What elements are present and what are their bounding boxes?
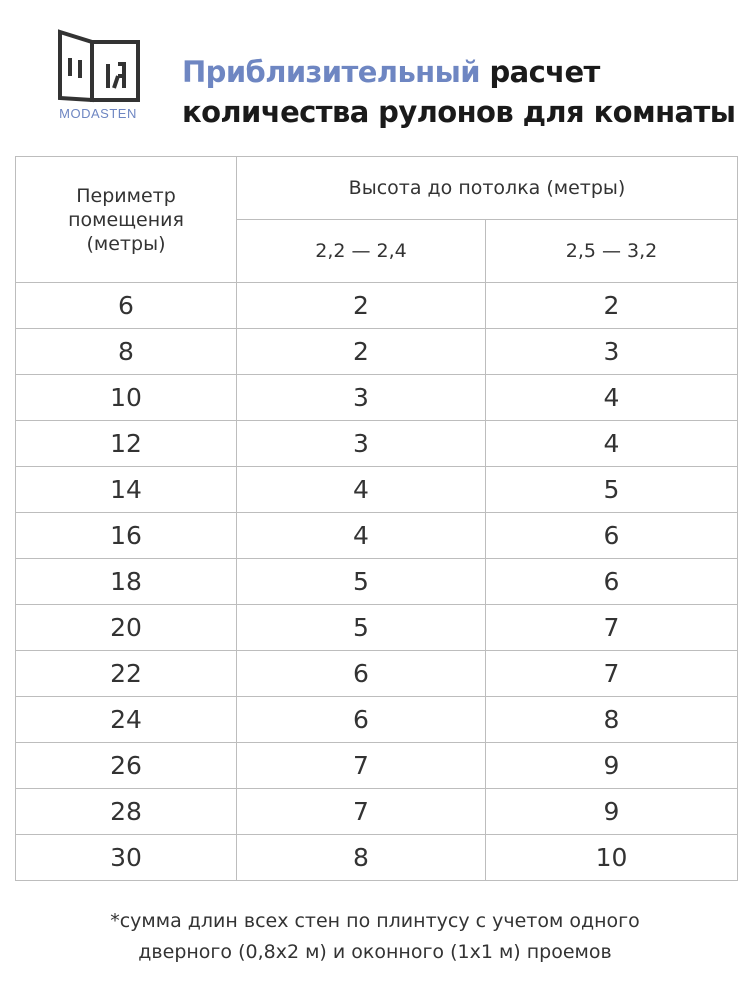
window-door-logo-icon	[52, 28, 144, 104]
perimeter-cell: 22	[16, 651, 237, 697]
rolls-table	[15, 156, 738, 881]
rolls-low-cell: 5	[237, 605, 486, 651]
rolls-low-cell: 2	[237, 329, 486, 375]
rolls-high-cell: 6	[486, 559, 738, 605]
table-row	[16, 375, 738, 421]
table-row	[16, 421, 738, 467]
footnote-line-1: *сумма длин всех стен по плинтусу с учетом одного	[110, 910, 640, 932]
perimeter-cell: 14	[16, 467, 237, 513]
rolls-low-cell: 4	[237, 467, 486, 513]
rolls-high-cell: 4	[486, 421, 738, 467]
footnote	[40, 906, 710, 968]
rolls-low-cell: 2	[237, 283, 486, 329]
perimeter-cell: 6	[16, 283, 237, 329]
rolls-low-cell: 5	[237, 559, 486, 605]
perimeter-cell: 24	[16, 697, 237, 743]
table-row	[16, 697, 738, 743]
title-line-1	[182, 52, 742, 92]
rolls-low-cell: 7	[237, 743, 486, 789]
table-row	[16, 835, 738, 881]
height-range-low: 2,2 — 2,4	[237, 220, 486, 283]
table-row	[16, 789, 738, 835]
table-row	[16, 605, 738, 651]
perimeter-cell: 28	[16, 789, 237, 835]
rolls-low-cell: 7	[237, 789, 486, 835]
rolls-low-cell: 8	[237, 835, 486, 881]
perimeter-cell: 10	[16, 375, 237, 421]
rolls-high-cell: 4	[486, 375, 738, 421]
rolls-high-cell: 6	[486, 513, 738, 559]
rolls-high-cell: 9	[486, 743, 738, 789]
brand-name: MODASTEN	[59, 106, 137, 121]
rolls-high-cell: 10	[486, 835, 738, 881]
rolls-high-cell: 7	[486, 651, 738, 697]
title-rest: расчет	[479, 55, 600, 89]
rolls-high-cell: 7	[486, 605, 738, 651]
perimeter-cell: 30	[16, 835, 237, 881]
perimeter-cell: 26	[16, 743, 237, 789]
brand-logo	[48, 28, 148, 128]
perimeter-cell: 8	[16, 329, 237, 375]
perimeter-cell: 20	[16, 605, 237, 651]
perimeter-header	[16, 157, 237, 283]
title-line-2: количества рулонов для комнаты	[182, 95, 736, 129]
rolls-low-cell: 6	[237, 651, 486, 697]
perimeter-cell: 16	[16, 513, 237, 559]
rolls-high-cell: 5	[486, 467, 738, 513]
table-row	[16, 513, 738, 559]
height-range-high: 2,5 — 3,2	[486, 220, 738, 283]
rolls-low-cell: 3	[237, 421, 486, 467]
rolls-high-cell: 3	[486, 329, 738, 375]
table-row	[16, 283, 738, 329]
table-row	[16, 467, 738, 513]
rolls-low-cell: 6	[237, 697, 486, 743]
table-row	[16, 743, 738, 789]
perimeter-cell: 18	[16, 559, 237, 605]
perimeter-header-label: Периметр помещения (метры)	[68, 184, 184, 255]
table-row	[16, 329, 738, 375]
rolls-high-cell: 2	[486, 283, 738, 329]
perimeter-cell: 12	[16, 421, 237, 467]
page-title	[182, 52, 742, 132]
rolls-low-cell: 4	[237, 513, 486, 559]
title-accent: Приблизительный	[182, 55, 480, 89]
height-header: Высота до потолка (метры)	[237, 157, 738, 220]
rolls-high-cell: 8	[486, 697, 738, 743]
table-row	[16, 559, 738, 605]
footnote-line-2: дверного (0,8х2 м) и оконного (1х1 м) проемов	[138, 941, 612, 963]
rolls-low-cell: 3	[237, 375, 486, 421]
table-row	[16, 651, 738, 697]
rolls-high-cell: 9	[486, 789, 738, 835]
